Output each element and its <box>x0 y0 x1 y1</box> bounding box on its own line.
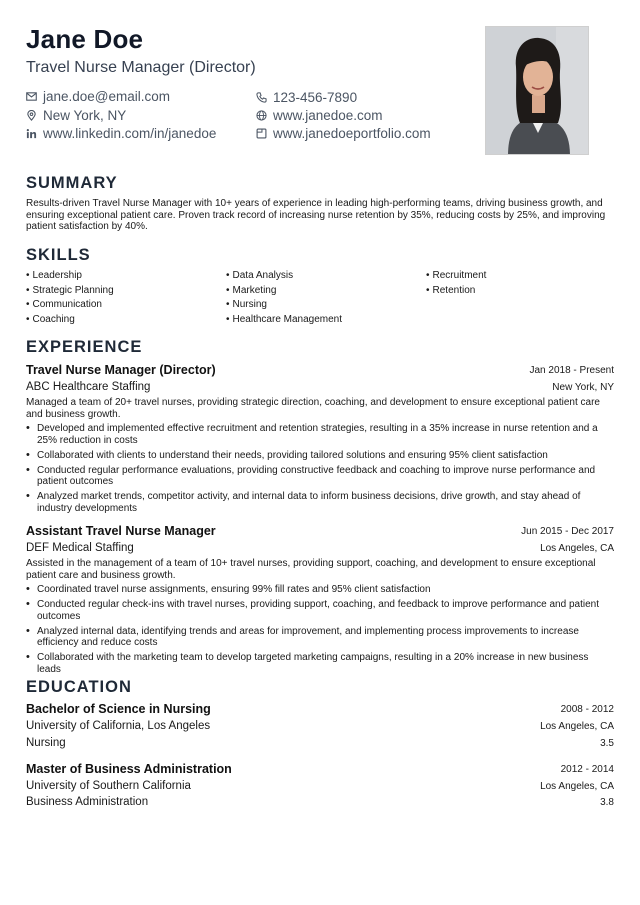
skills-heading: SKILLS <box>26 246 91 264</box>
portfolio-text: www.janedoeportfolio.com <box>273 125 431 141</box>
job-location: New York, NY <box>552 382 614 393</box>
education-heading: EDUCATION <box>26 678 132 696</box>
list-item: • Collaborated with clients to understand their needs, providing tailored solutions and ensuring 95% client satisfaction <box>26 450 612 462</box>
portfolio-icon <box>256 128 267 139</box>
list-item: • Coordinated travel nurse assignments, ensuring 99% fill rates and 95% client satisfaction <box>26 584 612 596</box>
phone-icon <box>256 92 267 103</box>
gpa-value: 3.8 <box>600 797 614 808</box>
list-item: • Collaborated with the marketing team to develop targeted marketing campaigns, resulting in a 20% increase in new business leads <box>26 652 612 675</box>
skill-item: • Strategic Planning <box>26 285 114 297</box>
website-text: www.janedoe.com <box>273 107 383 123</box>
school-location: Los Angeles, CA <box>540 781 614 792</box>
gpa-value: 3.5 <box>600 738 614 749</box>
linkedin-text: www.linkedin.com/in/janedoe <box>43 125 217 141</box>
profile-photo <box>485 26 589 155</box>
job-description: Managed a team of 20+ travel nurses, providing strategic direction, coaching, and development to ensure exceptional patient care and business growth. <box>26 397 600 420</box>
experience-heading: EXPERIENCE <box>26 338 143 356</box>
skill-item: • Marketing <box>226 285 276 297</box>
list-item: • Analyzed internal data, identifying trends and areas for improvement, and implementing process improvements to increase efficiency and reduce costs <box>26 626 612 649</box>
field-of-study: Nursing <box>26 737 66 749</box>
contact-portfolio[interactable] <box>256 124 431 142</box>
skill-item: • Recruitment <box>426 270 486 282</box>
job-dates: Jan 2018 - Present <box>529 365 614 376</box>
job-bullets <box>26 423 612 518</box>
school-name: University of Southern California <box>26 780 191 792</box>
location-text: New York, NY <box>43 107 127 123</box>
degree-title: Bachelor of Science in Nursing <box>26 702 211 716</box>
job-description: Assisted in the management of a team of 10+ travel nurses, providing support, coaching, and development to ensure exceptional patient care and business growth. <box>26 558 596 581</box>
candidate-name: Jane Doe <box>26 24 144 54</box>
contact-phone[interactable] <box>256 88 357 106</box>
job-title: Travel Nurse Manager (Director) <box>26 363 216 377</box>
skill-item: • Leadership <box>26 270 82 282</box>
list-item: • Developed and implemented effective recruitment and retention strategies, resulting in a 35% increase in nurse retention and a 25% reduction in costs <box>26 423 612 446</box>
linkedin-icon <box>26 128 37 139</box>
contact-location <box>26 106 126 124</box>
job-title: Assistant Travel Nurse Manager <box>26 524 216 538</box>
skill-item: • Nursing <box>226 299 267 311</box>
list-item: • Conducted regular performance evaluations, providing constructive feedback and coaching to improve nurse performance and patient outcomes <box>26 465 612 488</box>
job-title-heading: Travel Nurse Manager (Director) <box>26 59 256 76</box>
skill-item: • Coaching <box>26 314 75 326</box>
field-of-study: Business Administration <box>26 796 149 808</box>
school-location: Los Angeles, CA <box>540 721 614 732</box>
education-dates: 2008 - 2012 <box>560 704 614 715</box>
skill-item: • Retention <box>426 285 475 297</box>
skill-item: • Data Analysis <box>226 270 293 282</box>
map-pin-icon <box>26 110 37 121</box>
email-text: jane.doe@email.com <box>43 88 171 104</box>
list-item: • Analyzed market trends, competitor activity, and internal data to inform business decisions, drive growth, and stay ahead of industry developments <box>26 491 612 514</box>
summary-text: Results-driven Travel Nurse Manager with 10+ years of experience in leading high-performing teams, driving business growth, and ensuring exceptional patient care. Proven track record of increasing nurse retention by 35%, reducing costs by 25%, and improving patient satisfaction by 40%. <box>26 198 606 232</box>
globe-icon <box>256 110 267 121</box>
phone-text: 123-456-7890 <box>273 89 358 105</box>
school-name: University of California, Los Angeles <box>26 720 211 732</box>
job-dates: Jun 2015 - Dec 2017 <box>521 526 614 537</box>
job-company: DEF Medical Staffing <box>26 542 134 554</box>
education-dates: 2012 - 2014 <box>560 764 614 775</box>
contact-website[interactable] <box>256 106 383 124</box>
contact-linkedin[interactable] <box>26 124 216 142</box>
job-company: ABC Healthcare Staffing <box>26 381 151 393</box>
list-item: • Conducted regular check-ins with travel nurses, providing support, coaching, and feedback to improve performance and patient outcomes <box>26 599 612 622</box>
contact-email[interactable] <box>26 87 170 105</box>
mail-icon <box>26 91 37 102</box>
job-bullets <box>26 584 612 679</box>
skill-item: • Healthcare Management <box>226 314 342 326</box>
degree-title: Master of Business Administration <box>26 762 232 776</box>
summary-heading: SUMMARY <box>26 174 118 192</box>
skill-item: • Communication <box>26 299 102 311</box>
job-location: Los Angeles, CA <box>540 543 614 554</box>
